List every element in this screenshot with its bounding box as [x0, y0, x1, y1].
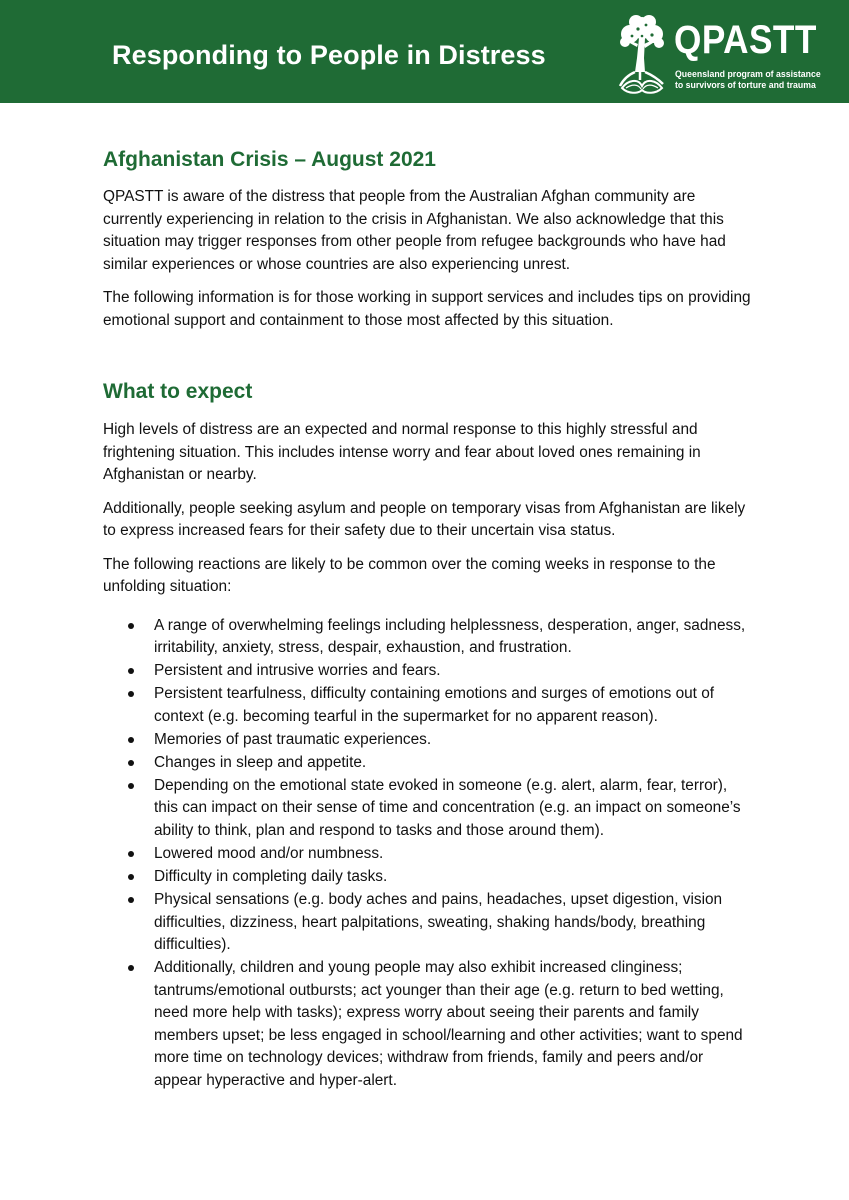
list-item: [103, 729, 753, 752]
logo-tagline-line1: Queensland program of assistance: [675, 69, 821, 80]
list-item-text: Additionally, children and young people may also exhibit increased clinginess; tantrums/emotional outbursts; act younger than their age (e.g. return to bed wetting, need more help with tasks); express worry about seeing their parents and family members upset; be less engaged in school/learning and other activities; want to spend more time on technology devices; withdraw from friends, family and peers and/or appear hyperactive and hyper-alert.: [154, 959, 743, 1089]
list-item: [103, 843, 753, 866]
bullet-icon: [128, 897, 134, 903]
qpastt-logo: [616, 14, 831, 98]
reactions-list: [103, 615, 753, 1093]
distress-paragraph: High levels of distress are an expected and normal response to this highly stressful and frightening situation. This includes intense worry and fear about loved ones remaining in Afghanistan or nearby.: [103, 421, 701, 483]
tree-icon: [616, 14, 668, 96]
header-banner: [0, 0, 849, 103]
purpose-paragraph: The following information is for those working in support services and includes tips on providing emotional support and containment to those most affected by this situation.: [103, 289, 751, 329]
list-item-text: Depending on the emotional state evoked in someone (e.g. alert, alarm, fear, terror), this can impact on their sense of time and concentration (e.g. an impact on someone’s ability to think, plan and respond to tasks and those around them).: [154, 776, 741, 839]
list-item-text: Changes in sleep and appetite.: [154, 753, 367, 771]
reactions-intro-paragraph: The following reactions are likely to be common over the coming weeks in response to the unfolding situation:: [103, 555, 716, 595]
bullet-icon: [128, 760, 134, 766]
bullet-icon: [128, 668, 134, 674]
logo-tagline-line2: to survivors of torture and trauma: [675, 80, 816, 91]
list-item: [103, 752, 753, 775]
bullet-icon: [128, 965, 134, 971]
list-item-text: Difficulty in completing daily tasks.: [154, 868, 388, 886]
list-item-text: Memories of past traumatic experiences.: [154, 730, 432, 748]
bullet-icon: [128, 737, 134, 743]
list-item: [103, 889, 753, 957]
intro-paragraph: QPASTT is aware of the distress that people from the Australian Afghan community are currently experiencing in relation to the crisis in Afghanistan. We also acknowledge that this situation may trigger responses from other people from refugee backgrounds who have had similar experiences or whose countries are also experiencing unrest.: [103, 188, 726, 273]
bullet-icon: [128, 623, 134, 629]
list-item-text: Persistent and intrusive worries and fears.: [154, 662, 441, 680]
list-item: [103, 683, 753, 728]
list-item: [103, 775, 753, 843]
list-item-text: Physical sensations (e.g. body aches and pains, headaches, upset digestion, vision difficulties, dizziness, heart palpitations, sweating, shaking hands/body, breathing difficulties).: [154, 891, 723, 954]
section-heading-crisis: Afghanistan Crisis – August 2021: [103, 148, 436, 171]
bullet-icon: [128, 874, 134, 880]
bullet-icon: [128, 851, 134, 857]
list-item: [103, 615, 753, 660]
bullet-icon: [128, 691, 134, 697]
bullet-icon: [128, 783, 134, 789]
list-item-text: Lowered mood and/or numbness.: [154, 845, 384, 863]
section-heading-what-to-expect: What to expect: [103, 380, 253, 403]
logo-wordmark: QPASTT: [674, 18, 817, 62]
visa-paragraph: Additionally, people seeking asylum and people on temporary visas from Afghanistan are likely to express increased fears for their safety due to their uncertain visa status.: [103, 499, 746, 539]
list-item: [103, 660, 753, 683]
list-item-text: Persistent tearfulness, difficulty containing emotions and surges of emotions out of context (e.g. becoming tearful in the supermarket for no apparent reason).: [154, 685, 715, 725]
list-item: [103, 957, 753, 1092]
list-item: [103, 866, 753, 889]
document-body: [103, 141, 753, 1093]
list-item-text: A range of overwhelming feelings including helplessness, desperation, anger, sadness, irritability, anxiety, stress, despair, exhaustion, and frustration.: [154, 616, 746, 656]
document-title: Responding to People in Distress: [112, 40, 546, 70]
